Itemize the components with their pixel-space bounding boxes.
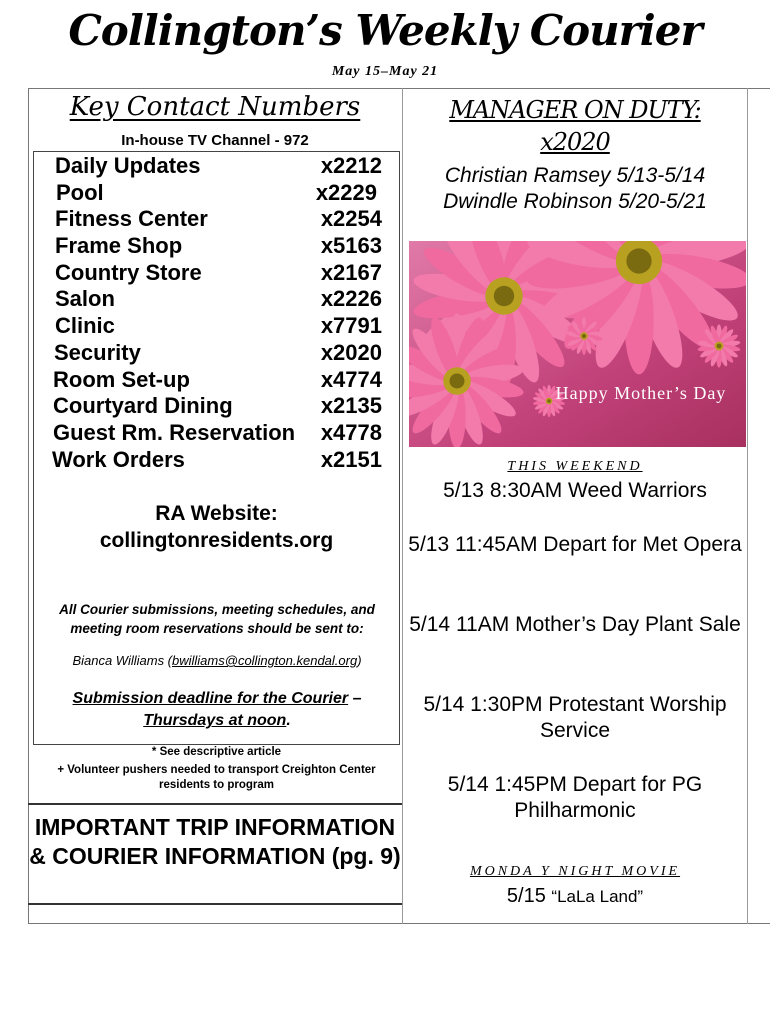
- contact-row: [52, 286, 382, 313]
- contact-ext: x4778: [320, 419, 382, 445]
- contact-name: Work Orders: [52, 446, 185, 472]
- article-note: * See descriptive article: [151, 746, 282, 758]
- contact-ext: x5163: [320, 233, 382, 259]
- contact-ext: x7791: [320, 313, 382, 339]
- movie-date: 5/15: [506, 885, 546, 907]
- divider: [28, 903, 402, 905]
- tv-channel-text: In-house TV Channel - 972: [121, 132, 309, 149]
- ra-website-label: RA Website:: [155, 502, 278, 525]
- key-contacts-heading: Key Contact Numbers: [69, 92, 361, 122]
- manager-heading-ext: x2020: [540, 128, 610, 156]
- contact-ext: x4774: [320, 366, 382, 392]
- column-divider-right: [747, 88, 748, 924]
- contact-row: [52, 393, 382, 420]
- contact-row: [52, 420, 382, 447]
- flower-illustration: [409, 241, 746, 447]
- contact-name: Daily Updates: [55, 153, 201, 178]
- contact-row: [52, 367, 382, 394]
- event-item: 5/14 11AM Mother’s Day Plant Sale: [409, 613, 741, 636]
- weekend-heading: THIS WEEKEND: [507, 459, 643, 474]
- deadline-period: .: [286, 712, 291, 729]
- contact-name: Country Store: [55, 259, 202, 285]
- contact-name: Security: [54, 339, 141, 365]
- contact-ext: x2254: [320, 206, 382, 232]
- contact-ext: x2167: [320, 259, 382, 285]
- contact-person: Bianca Williams (: [72, 653, 173, 668]
- ra-website-url[interactable]: collingtonresidents.org: [99, 529, 334, 552]
- contact-ext: x2151: [320, 446, 382, 472]
- contact-row: [52, 313, 382, 340]
- contact-name: Guest Rm. Reservation: [53, 419, 296, 445]
- contact-paren: ): [357, 653, 362, 668]
- contact-row: [52, 233, 382, 260]
- deadline-time: Thursdays at noon: [143, 712, 287, 729]
- contact-name: Clinic: [55, 313, 115, 339]
- newsletter-title: Collington’s Weekly Courier: [68, 6, 702, 55]
- contact-row: [52, 206, 382, 233]
- contact-ext: x2135: [320, 393, 382, 419]
- mothers-day-banner: [409, 241, 746, 447]
- contact-row: [52, 180, 382, 207]
- deadline-label: Submission deadline for the Courier: [72, 690, 349, 707]
- event-item: 5/14 1:45PM Depart for PG Philharmonic: [447, 773, 703, 822]
- contact-list: [52, 153, 382, 473]
- event-item: 5/13 8:30AM Weed Warriors: [443, 479, 707, 502]
- manager-item: Dwindle Robinson 5/20-5/21: [443, 190, 707, 213]
- contact-row: [52, 340, 382, 367]
- contact-ext: x2229: [315, 179, 377, 205]
- contact-name: Frame Shop: [55, 233, 183, 259]
- manager-list: [403, 163, 747, 215]
- contact-ext: x2226: [320, 286, 382, 312]
- submission-instructions: All Courier submissions, meeting schedules, and meeting room reservations should be sent to:: [59, 602, 375, 636]
- contact-email-link[interactable]: bwilliams@collington.kendal.org: [172, 653, 358, 668]
- submission-deadline: [36, 688, 398, 732]
- banner-text: Happy Mother’s Day: [555, 383, 727, 403]
- event-item: 5/13 11:45AM Depart for Met Opera: [408, 533, 742, 556]
- contact-name: Room Set-up: [53, 366, 190, 392]
- contact-row: [52, 153, 382, 180]
- manager-item: Christian Ramsey 5/13-5/14: [444, 164, 706, 187]
- divider: [28, 803, 402, 805]
- event-item: 5/14 1:30PM Protestant Worship Service: [423, 693, 727, 742]
- contact-name: Pool: [56, 179, 104, 205]
- deadline-dash: –: [348, 690, 362, 707]
- issue-dates: May 15–May 21: [331, 64, 439, 79]
- volunteer-note: + Volunteer pushers needed to transport Creighton Center residents to program: [57, 764, 376, 791]
- contact-ext: x2020: [320, 339, 382, 365]
- contact-ext: x2212: [320, 153, 382, 178]
- contact-name: Salon: [55, 286, 115, 312]
- contact-row: [52, 447, 382, 474]
- manager-on-duty-heading: [403, 94, 747, 158]
- movie-title: “LaLa Land”: [551, 887, 644, 906]
- manager-heading-title: MANAGER ON DUTY:: [449, 96, 701, 124]
- important-info-heading: IMPORTANT TRIP INFORMATION & COURIER INFORMATION (pg. 9): [29, 814, 401, 869]
- movie-heading: MONDA Y NIGHT MOVIE: [469, 864, 681, 879]
- contact-name: Fitness Center: [55, 206, 208, 232]
- contact-row: [52, 260, 382, 287]
- contact-name: Courtyard Dining: [53, 393, 233, 419]
- submission-contact: [36, 653, 398, 668]
- movie-listing: [403, 885, 747, 908]
